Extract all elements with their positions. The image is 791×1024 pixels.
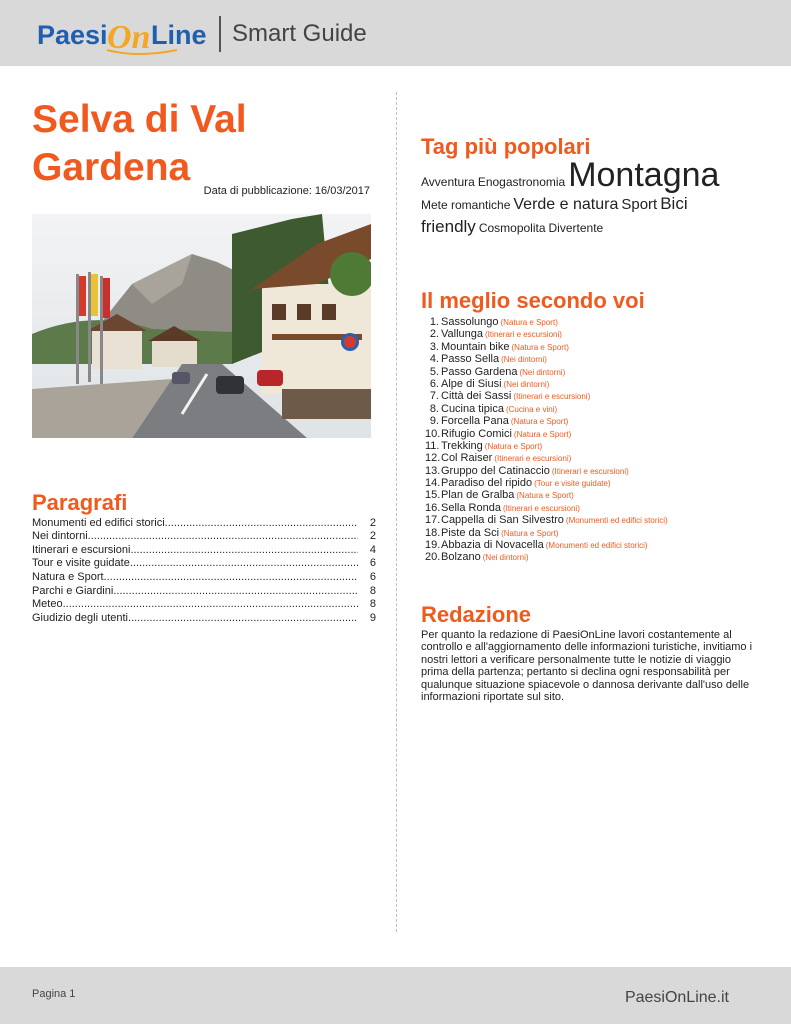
rank-category: (Monumenti ed edifici storici) [545, 541, 648, 551]
toc-leader [104, 571, 358, 584]
rank-category: (Natura e Sport) [484, 441, 543, 451]
rank-category: (Natura e Sport) [516, 491, 574, 501]
rank-name: Città dei Sassi [441, 390, 512, 403]
toc-page: 8 [369, 598, 376, 611]
tags-title: Tag più popolari [421, 134, 591, 159]
ranking-item[interactable] [425, 527, 770, 539]
rank-name: Col Raiser [441, 452, 493, 465]
toc-title: Paragrafi [32, 490, 128, 515]
rank-category: (Nei dintorni) [501, 355, 547, 365]
toc-label: Natura e Sport [32, 570, 104, 583]
header-title: Smart Guide [232, 20, 367, 47]
footer-site-link[interactable]: PaesiOnLine.it [624, 989, 729, 1006]
rank-name: Paradiso del ripido [441, 477, 533, 490]
tag-link[interactable]: Avventura [421, 175, 475, 189]
ranking-item[interactable] [425, 366, 770, 378]
toc-row[interactable] [32, 584, 376, 598]
ranking-item[interactable] [425, 403, 770, 415]
redazione-text: Per quanto la redazione di PaesiOnLine lavori costantemente al controllo e all'aggiornamento delle informazioni turistiche, invitiamo i nostri lettori a verificare personalmente tutte le notizie di viaggio prima della partenza; pertanto si declina ogni responsabilità per qualunque situazione spiacevole o dannosa derivante dall'uso delle informazioni riportate sul sito. [421, 629, 753, 704]
rank-name: Vallunga [441, 328, 483, 341]
rank-number: 6. [429, 377, 439, 390]
rank-category: (Natura e Sport) [510, 417, 569, 427]
toc-label: Parchi e Giardini [32, 584, 114, 597]
toc-page: 4 [369, 543, 376, 556]
rank-name: Mountain bike [441, 340, 510, 353]
toc-page: 6 [369, 570, 376, 583]
rank-name: Rifugio Comici [441, 427, 512, 440]
svg-text:Paesi: Paesi [37, 20, 108, 50]
rank-name: Abbazia di Novacella [441, 539, 544, 552]
rank-name: Sassolungo [441, 316, 499, 328]
ranking-item[interactable] [425, 328, 770, 340]
rank-number: 5. [429, 365, 439, 378]
column-divider [396, 92, 397, 932]
page-number: Pagina 1 [32, 988, 76, 1000]
toc-page: 2 [369, 530, 376, 543]
rank-category: (Nei dintorni) [503, 379, 550, 389]
ranking-item[interactable] [425, 539, 770, 551]
rank-name: Cucina tipica [441, 402, 504, 415]
toc-row[interactable] [32, 570, 376, 584]
tag-link[interactable]: Sport [621, 196, 658, 213]
ranking-item[interactable] [425, 551, 770, 563]
toc-leader [63, 598, 358, 611]
rank-number: 19. [425, 539, 441, 552]
rank-category: (Monumenti ed edifici storici) [565, 516, 668, 526]
page-title: Selva di Val Gardena [32, 98, 247, 189]
paesionline-logo[interactable] [37, 14, 207, 56]
rank-category: (Itinerari e escursioni) [551, 466, 629, 476]
rank-category: (Natura e Sport) [501, 528, 559, 538]
tag-link[interactable]: Cosmopolita [478, 221, 546, 235]
ranking-item[interactable] [425, 465, 770, 477]
toc-page: 8 [369, 584, 376, 597]
rank-number: 10. [425, 427, 441, 440]
toc-leader [165, 517, 358, 530]
ranking-item[interactable] [425, 489, 770, 501]
rank-name: Trekking [441, 439, 483, 452]
tag-cloud [421, 156, 766, 239]
rank-name: Alpe di Siusi [441, 377, 502, 390]
toc-label: Nei dintorni [32, 530, 88, 543]
rank-number: 8. [429, 402, 439, 415]
tag-link[interactable]: Montagna [568, 156, 720, 194]
ranking-item[interactable] [425, 452, 770, 464]
ranking-item[interactable] [425, 316, 770, 328]
toc-row[interactable] [32, 557, 376, 571]
rank-number: 12. [425, 452, 441, 465]
ranking-item[interactable] [425, 353, 770, 365]
ranking-item[interactable] [425, 477, 770, 489]
rank-category: (Natura e Sport) [513, 429, 572, 439]
footer-band [0, 967, 791, 1024]
toc-row[interactable] [32, 598, 376, 612]
toc-label: Tour e visite guidate [32, 557, 130, 570]
toc-page: 2 [369, 516, 376, 529]
rank-category: (Cucina e vini) [505, 404, 558, 414]
rank-name: Plan de Gralba [441, 489, 515, 502]
rank-number: 15. [425, 489, 441, 502]
toc-leader [113, 585, 358, 598]
rank-number: 1. [429, 316, 439, 328]
rank-name: Sella Ronda [441, 501, 501, 514]
tag-link[interactable]: Bici friendly [421, 194, 688, 236]
ranking-title: Il meglio secondo voi [421, 288, 645, 313]
rank-number: 13. [425, 464, 441, 477]
tag-link[interactable]: Divertente [548, 221, 604, 235]
publication-date: Data di pubblicazione: 16/03/2017 [203, 185, 370, 197]
toc-leader [88, 530, 358, 543]
rank-name: Piste da Sci [441, 526, 500, 539]
toc-row[interactable] [32, 543, 376, 557]
rank-category: (Itinerari e escursioni) [485, 330, 562, 340]
rank-category: (Itinerari e escursioni) [502, 503, 580, 513]
toc-row[interactable] [32, 530, 376, 544]
rank-name: Passo Sella [441, 353, 500, 366]
toc-page: 6 [369, 557, 376, 570]
ranking-item[interactable] [425, 390, 770, 402]
rank-number: 9. [429, 415, 439, 428]
rank-name: Gruppo del Catinaccio [441, 464, 550, 477]
ranking-item[interactable] [425, 415, 770, 427]
rank-number: 11. [425, 439, 440, 452]
toc-leader [128, 612, 358, 625]
destination-photo [32, 214, 371, 438]
rank-name: Cappella di San Silvestro [441, 514, 564, 527]
tag-link[interactable]: Verde e natura [513, 196, 619, 213]
rank-name: Passo Gardena [441, 365, 518, 378]
rank-number: 16. [425, 501, 441, 514]
toc-label: Itinerari e escursioni [32, 543, 131, 556]
ranking-item[interactable] [425, 440, 770, 452]
rank-category: (Itinerari e escursioni) [494, 454, 572, 464]
rank-name: Forcella Pana [441, 415, 509, 428]
rank-number: 20. [425, 551, 441, 564]
rank-number: 18. [425, 526, 441, 539]
rank-category: (Natura e Sport) [511, 342, 569, 352]
header-band [0, 0, 791, 66]
toc-page: 9 [369, 611, 376, 624]
rank-category: (Tour e visite guidate) [534, 479, 611, 489]
redazione-title: Redazione [421, 602, 532, 627]
tag-link[interactable]: Mete romantiche [421, 198, 511, 212]
rank-category: (Natura e Sport) [500, 318, 558, 327]
ranking-item[interactable] [425, 428, 770, 440]
toc-label: Meteo [32, 598, 63, 611]
toc-row[interactable] [32, 611, 376, 625]
toc-row[interactable] [32, 516, 376, 530]
rank-number: 7. [429, 390, 439, 403]
rank-category: (Itinerari e escursioni) [513, 392, 591, 402]
toc-label: Monumenti ed edifici storici [32, 516, 165, 529]
ranking-item[interactable] [425, 378, 770, 390]
rank-number: 17. [425, 514, 441, 527]
rank-category: (Nei dintorni) [482, 553, 529, 563]
paesionline-logo-icon [37, 14, 207, 56]
rank-name: Bolzano [441, 551, 481, 564]
ranking-item[interactable] [425, 502, 770, 514]
header-separator [219, 16, 221, 52]
tag-link[interactable]: Enogastronomia [477, 175, 566, 189]
toc-label: Giudizio degli utenti [32, 611, 129, 624]
rank-number: 4. [429, 353, 439, 366]
rank-category: (Nei dintorni) [519, 367, 566, 377]
toc-leader [130, 557, 358, 570]
ranking-item[interactable] [425, 514, 770, 526]
svg-text:On: On [107, 19, 151, 56]
toc-leader [130, 544, 358, 557]
table-of-contents [32, 516, 376, 625]
rank-number: 14. [425, 477, 441, 490]
village-street-illustration [32, 214, 371, 438]
ranking-list [425, 316, 770, 564]
rank-number: 2. [429, 328, 439, 341]
ranking-item[interactable] [425, 341, 770, 353]
svg-text:Line: Line [151, 20, 207, 50]
rank-number: 3. [429, 340, 439, 353]
